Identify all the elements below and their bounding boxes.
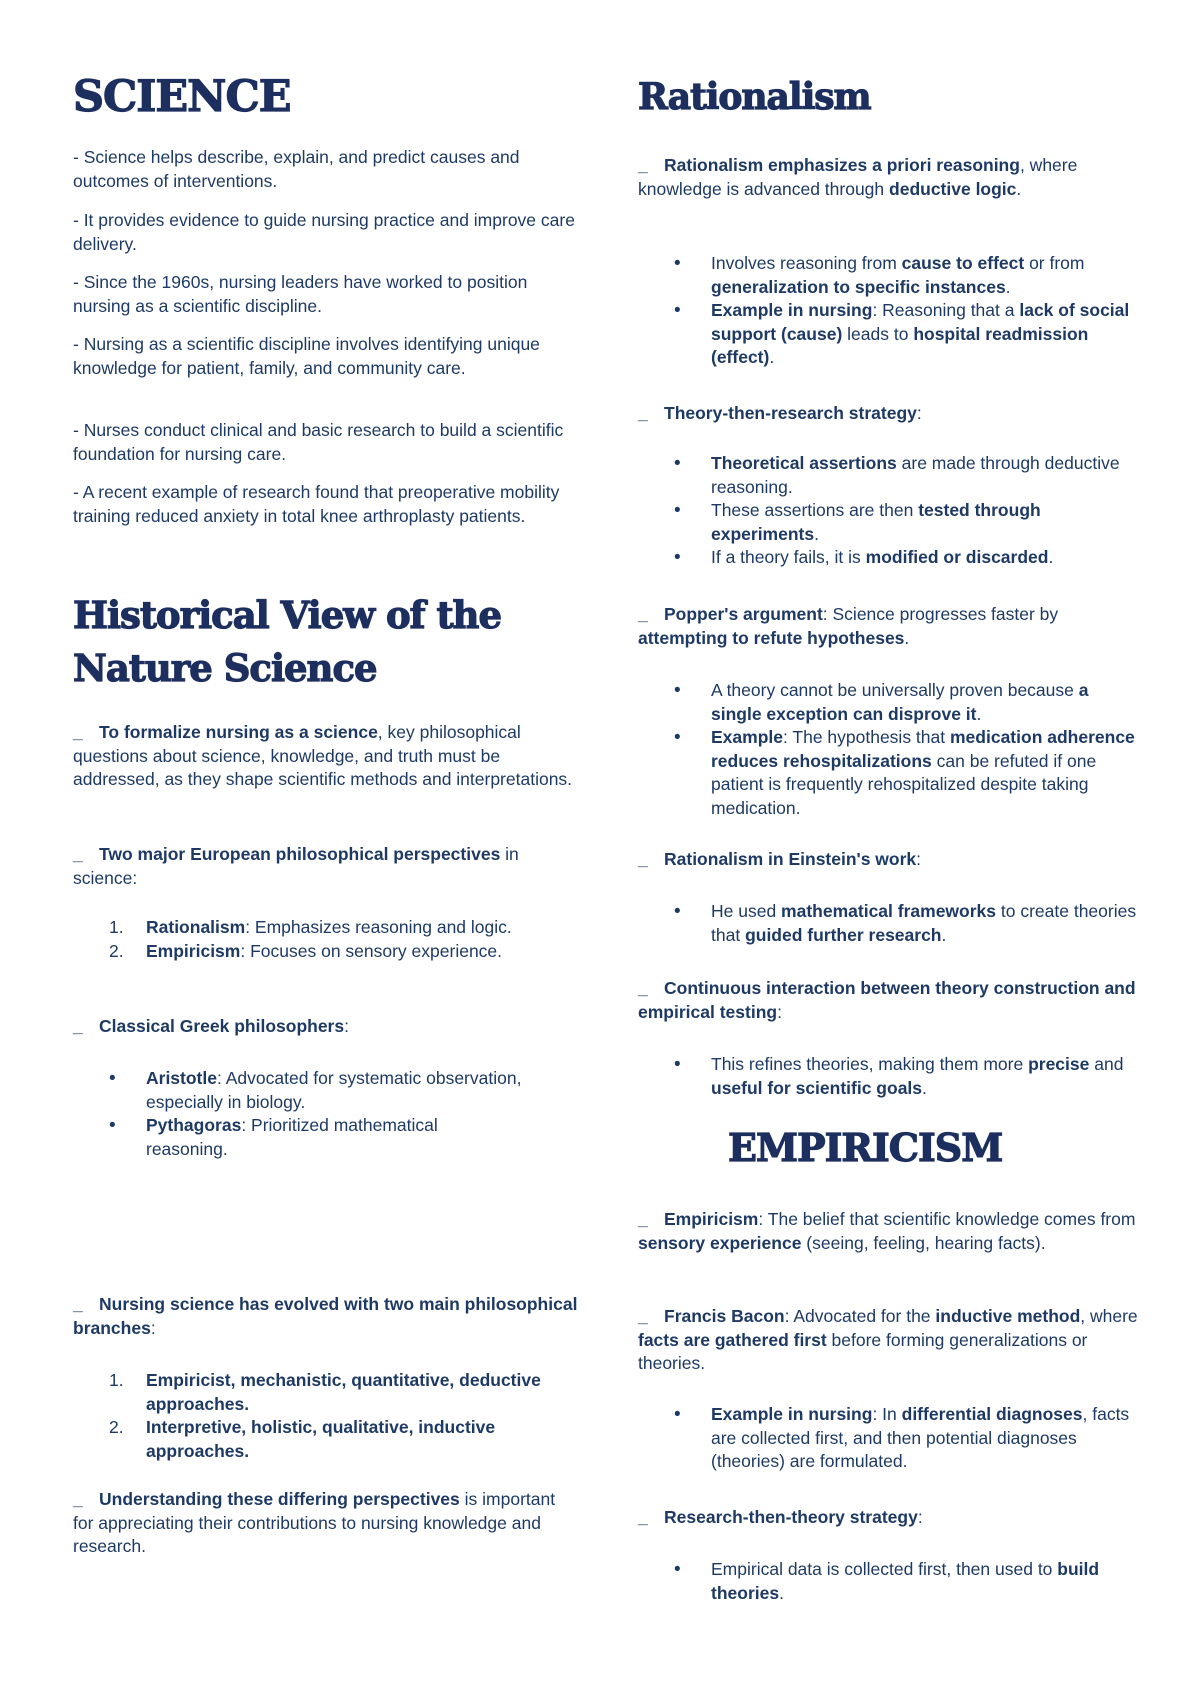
item-text: . xyxy=(1005,276,1011,297)
list-item xyxy=(638,452,1138,499)
bacon-text: before forming generalizations or theories. xyxy=(638,1329,1088,1373)
item-text: He used xyxy=(711,901,782,921)
continuous-paragraph xyxy=(638,977,1138,1024)
item-bold: generalization to specific instances xyxy=(711,276,1006,297)
list-item xyxy=(638,546,1138,570)
dash-marker: _ xyxy=(638,1209,648,1229)
bacon-bold: Francis Bacon xyxy=(664,1306,785,1326)
item-bold: hospital readmission (effect) xyxy=(711,323,1089,367)
list-item xyxy=(638,1053,1138,1100)
item-bold: Theoretical assertions xyxy=(711,453,897,473)
item-bold: Empiricism xyxy=(146,940,241,961)
item-text: leads to xyxy=(842,323,914,344)
item-text: . xyxy=(1048,547,1054,567)
dash-marker: _ xyxy=(73,844,83,864)
science-point: - Nurses conduct clinical and basic research to build a scientific foundation for nursing care. xyxy=(73,420,564,464)
intro-text: , where knowledge is advanced through xyxy=(638,155,1078,199)
item-text: . xyxy=(769,347,775,367)
list-item xyxy=(73,940,578,964)
dash-marker: _ xyxy=(638,403,648,423)
bacon-text: , where xyxy=(1080,1306,1138,1326)
popper-bold: Popper's argument xyxy=(664,604,823,624)
list-item xyxy=(638,252,1138,299)
science-point: - Science helps describe, explain, and predict causes and outcomes of interventions. xyxy=(73,147,520,191)
ttr-text: : xyxy=(916,403,922,423)
item-bold: lack of social support (cause) xyxy=(711,300,1130,344)
item-text: : Reasoning that a xyxy=(872,300,1020,320)
item-text: . xyxy=(779,1582,784,1603)
item-bold: Aristotle xyxy=(146,1068,217,1088)
item-bold: precise xyxy=(1028,1054,1090,1074)
item-bold: differential diagnoses xyxy=(901,1404,1083,1424)
bacon-paragraph xyxy=(638,1305,1138,1376)
item-text: . xyxy=(976,703,982,724)
item-bold: Example xyxy=(711,727,783,747)
item-text: : Focuses on sensory experience. xyxy=(240,940,503,961)
item-text: : Advocated for systematic observation, especially in biology. xyxy=(146,1068,522,1112)
bacon-text: : Advocated for the xyxy=(784,1306,936,1326)
item-bold: mathematical frameworks xyxy=(781,901,997,921)
intro-text: . xyxy=(1016,178,1022,199)
item-text: : Emphasizes reasoning and logic. xyxy=(245,917,512,937)
item-text: and xyxy=(1089,1054,1124,1074)
formalize-paragraph xyxy=(73,721,578,792)
dash-marker: _ xyxy=(638,155,648,175)
two-major-bold: Two major European philosophical perspectives xyxy=(99,844,501,864)
item-text: : The hypothesis that xyxy=(782,727,950,747)
item-text: are made through deductive reasoning. xyxy=(711,453,1120,497)
item-text: If a theory fails, it is xyxy=(711,547,866,567)
dash-marker: _ xyxy=(73,722,83,742)
list-item xyxy=(638,679,1138,726)
dash-marker: _ xyxy=(638,978,648,998)
item-text: . xyxy=(941,924,947,945)
item-bold: cause to effect xyxy=(901,253,1025,273)
item-bold: useful for scientific goals xyxy=(711,1077,923,1098)
understanding-bold: Understanding these differing perspectives xyxy=(99,1489,460,1509)
popper-paragraph xyxy=(638,603,1138,650)
list-item xyxy=(73,1067,523,1114)
formalize-bold: To formalize nursing as a science xyxy=(99,722,378,742)
science-point: - Since the 1960s, nursing leaders have worked to position nursing as a scientific discipline. xyxy=(73,272,528,316)
item-bold: tested through experiments xyxy=(711,500,1041,544)
item-bold: guided further research xyxy=(745,924,942,945)
list-item xyxy=(638,900,1138,947)
dash-marker: _ xyxy=(73,1294,83,1314)
ttr-bold: Theory-then-research strategy xyxy=(664,403,917,423)
item-text: , facts are collected first, and then potential diagnoses (theories) are formulated. xyxy=(711,1404,1130,1471)
item-text: Empirical data is collected first, then used to xyxy=(711,1559,1058,1579)
evolved-bold: Nursing science has evolved with two main philosophical branches xyxy=(73,1294,578,1338)
empiricism-heading: EMPIRICISM xyxy=(728,1125,1003,1170)
item-bold: Pythagoras xyxy=(146,1115,242,1135)
item-bold: Empiricist, mechanistic, quantitative, deductive approaches. xyxy=(146,1370,541,1414)
list-item xyxy=(73,916,578,940)
list-number: 2. xyxy=(109,1417,124,1437)
list-item xyxy=(638,499,1138,546)
item-text: can be refuted if one patient is frequently rehospitalized despite taking medication. xyxy=(711,750,1097,818)
item-text: : Prioritized mathematical reasoning. xyxy=(146,1115,438,1159)
rtt-bold: Research-then-theory strategy xyxy=(664,1507,918,1527)
list-number: 1. xyxy=(109,1370,124,1390)
rationalism-heading: Rationalism xyxy=(638,76,871,118)
item-text: . xyxy=(814,523,819,544)
formalize-text: , key philosophical questions about science, knowledge, and truth must be addressed, as they shape scientific methods and interpretations. xyxy=(73,722,573,789)
rtt-paragraph xyxy=(638,1506,1138,1530)
belief-text: (seeing, feeling, hearing facts). xyxy=(801,1232,1046,1253)
dash-marker: _ xyxy=(73,1489,83,1509)
evolved-paragraph xyxy=(73,1293,578,1340)
continuous-text: : xyxy=(777,1001,782,1022)
einstein-paragraph xyxy=(638,848,1138,872)
science-point: - A recent example of research found that preoperative mobility training reduced anxiety in total knee arthroplasty patients. xyxy=(73,482,560,526)
historical-heading-line1: Historical View of the xyxy=(73,593,501,637)
dash-marker: _ xyxy=(638,1507,648,1527)
reasoning-list xyxy=(638,252,1138,370)
science-heading: SCIENCE xyxy=(73,72,291,122)
item-text: or from xyxy=(1024,253,1085,273)
theory-then-research-paragraph xyxy=(638,402,1138,426)
item-text: Involves reasoning from xyxy=(711,253,902,273)
list-item xyxy=(638,726,1138,820)
item-text: . xyxy=(922,1077,927,1098)
dash-marker: _ xyxy=(638,849,648,869)
belief-bold: Empiricism xyxy=(664,1209,759,1229)
list-item xyxy=(73,1416,578,1463)
bacon-bold: inductive method xyxy=(935,1306,1081,1326)
understanding-text: is important for appreciating their contributions to nursing knowledge and research. xyxy=(73,1489,556,1556)
item-bold: Interpretive, holistic, qualitative, inductive approaches. xyxy=(146,1417,496,1461)
dash-marker: _ xyxy=(638,1306,648,1326)
popper-text: . xyxy=(904,627,910,648)
item-bold: build theories xyxy=(711,1559,1100,1603)
greek-paragraph xyxy=(73,1015,578,1039)
einstein-list xyxy=(638,900,1138,947)
historical-heading xyxy=(73,589,501,695)
popper-bold: attempting to refute hypotheses xyxy=(638,627,905,648)
rtt-list xyxy=(638,1558,1138,1605)
item-bold: Example in nursing xyxy=(711,300,873,320)
continuous-list xyxy=(638,1053,1138,1100)
einstein-text: : xyxy=(916,849,922,869)
intro-bold: deductive logic xyxy=(889,178,1017,199)
perspectives-list xyxy=(73,916,578,963)
branches-list xyxy=(73,1369,578,1463)
continuous-bold: Continuous interaction between theory construction and empirical testing xyxy=(638,978,1136,1022)
two-major-paragraph xyxy=(73,843,578,890)
bacon-list xyxy=(638,1403,1138,1474)
philosophers-list xyxy=(73,1067,523,1161)
popper-list xyxy=(638,679,1138,820)
item-bold: a single exception can disprove it xyxy=(711,680,1089,724)
item-text: This refines theories, making them more xyxy=(711,1054,1029,1074)
item-text: A theory cannot be universally proven because xyxy=(711,680,1079,700)
science-point: - Nursing as a scientific discipline involves identifying unique knowledge for patient, family, and community care. xyxy=(73,334,540,378)
item-bold: modified or discarded xyxy=(865,547,1049,567)
greek-text: : xyxy=(344,1016,349,1036)
item-text: These assertions are then xyxy=(711,500,919,520)
list-item xyxy=(638,1558,1138,1605)
greek-bold: Classical Greek philosophers xyxy=(99,1016,345,1036)
list-item xyxy=(638,299,1138,370)
ttr-list xyxy=(638,452,1138,570)
belief-text: : The belief that scientific knowledge comes from xyxy=(758,1209,1136,1229)
evolved-text: : xyxy=(150,1317,156,1338)
understanding-paragraph xyxy=(73,1488,578,1559)
item-text: to create theories that xyxy=(711,901,1137,945)
rationalism-intro xyxy=(638,154,1138,201)
list-item xyxy=(73,1369,578,1416)
historical-heading-line2: Nature Science xyxy=(73,646,377,690)
rtt-text: : xyxy=(917,1507,923,1527)
item-bold: Example in nursing xyxy=(711,1404,873,1424)
intro-bold: Rationalism emphasizes a priori reasoning xyxy=(664,155,1020,175)
einstein-bold: Rationalism in Einstein's work xyxy=(664,849,917,869)
popper-text: : Science progresses faster by xyxy=(822,604,1059,624)
dash-marker: _ xyxy=(638,604,648,624)
science-point: - It provides evidence to guide nursing practice and improve care delivery. xyxy=(73,210,575,254)
list-number: 2. xyxy=(109,940,124,961)
list-item xyxy=(73,1114,523,1161)
belief-bold: sensory experience xyxy=(638,1232,802,1253)
bacon-bold: facts are gathered first xyxy=(638,1329,827,1350)
item-text: : In xyxy=(872,1404,902,1424)
item-bold: medication adherence reduces rehospitalizations xyxy=(711,727,1135,771)
empiricism-belief xyxy=(638,1208,1138,1255)
list-item xyxy=(638,1403,1138,1474)
dash-marker: _ xyxy=(73,1016,83,1036)
list-number: 1. xyxy=(109,917,124,937)
item-bold: Rationalism xyxy=(146,917,246,937)
two-major-text: in science: xyxy=(73,844,519,888)
